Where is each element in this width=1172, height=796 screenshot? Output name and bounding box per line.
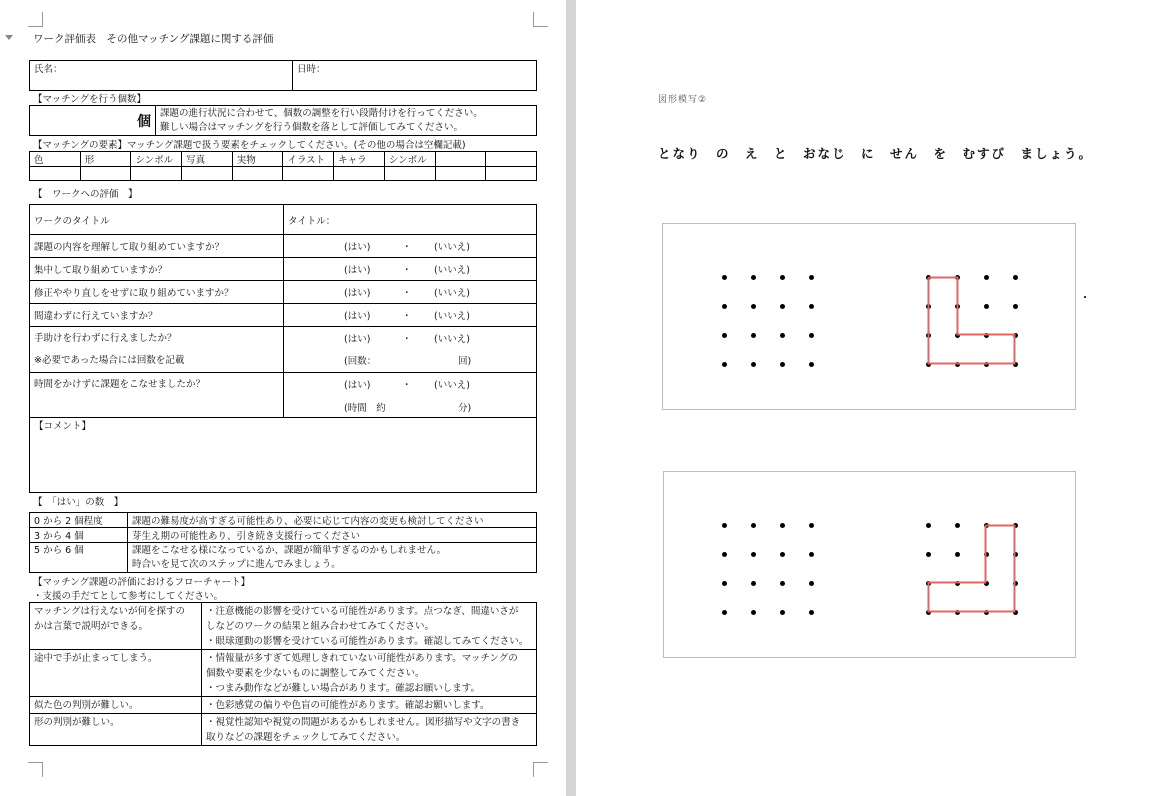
grid-dot (722, 610, 727, 615)
flow-answer: ・色彩感覚の偏りや色盲の可能性があります。確認お願いします。 (206, 700, 490, 711)
name-date-table (29, 60, 537, 91)
yes-count-text: 芽生え期の可能性あり、引き続き支援行ってください (128, 528, 537, 543)
grid-dot (809, 304, 814, 309)
grid-dot (780, 333, 785, 338)
example-line-shape (926, 523, 1016, 613)
grid-dot (780, 362, 785, 367)
no-option[interactable]: (いいえ) (434, 380, 470, 391)
no-option[interactable]: (いいえ) (434, 288, 470, 299)
element-check-cell[interactable] (80, 167, 131, 181)
count-close: 回) (458, 356, 472, 367)
flow-question: 途中で手が止まってしまう。 (34, 653, 158, 664)
grid-dot (780, 610, 785, 615)
yes-count-text-cell (128, 543, 537, 573)
matching-count-table (29, 105, 537, 136)
flow-answer: ・視覚性認知や視覚の問題があるかもしれません。図形描写や文字の書き (206, 717, 521, 728)
date-label: 日時： (297, 64, 326, 75)
element-check-cell[interactable] (182, 167, 233, 181)
count-note-line: 難しい場合はマッチングを行う個数を落として評価してみてください。 (160, 122, 463, 133)
grid-dot (780, 581, 785, 586)
collapse-triangle-icon[interactable] (5, 35, 13, 40)
yes-count-table (29, 512, 537, 573)
date-cell[interactable] (293, 61, 537, 91)
example-line (929, 278, 1015, 364)
separator-dot: ・ (402, 288, 412, 299)
flow-question: 形の判別が難しい。 (34, 717, 120, 728)
margin-corner-marker (28, 12, 43, 27)
count-open: (回数： (344, 356, 377, 367)
grid-dot (751, 552, 756, 557)
yes-option[interactable]: (はい) (344, 242, 371, 253)
grid-dot (751, 581, 756, 586)
instruction-text: となり の え と おなじ に せん を むすび ましょう。 (658, 146, 1094, 161)
flow-question-cell (30, 603, 202, 650)
flow-question: マッチングは行えないが何を探すの (34, 606, 185, 617)
figure-title: 図形模写② (658, 95, 708, 105)
flow-answer: ・眼球運動の影響を受けている可能性があります。確認してみてください。 (206, 636, 529, 647)
grid-dot (751, 610, 756, 615)
yes-count-text: 時合いを見て次のステップに進んでみましょう。 (132, 559, 341, 570)
figure-box-2 (663, 471, 1076, 658)
flow-question-cell (30, 697, 202, 714)
work-eval-heading: 【 ワークへの評価 】 (33, 189, 138, 200)
page-gutter (566, 0, 576, 796)
grid-dot (809, 333, 814, 338)
element-check-cell[interactable] (232, 167, 283, 181)
dot-grid-blank[interactable] (722, 523, 812, 613)
assist-note: ※必要であった場合には回数を記載 (34, 355, 185, 366)
yes-option[interactable]: (はい) (344, 311, 371, 322)
question-label: 集中して取り組めていますか？ (30, 258, 284, 281)
dot-grid-blank[interactable] (722, 275, 812, 365)
element-check-cell[interactable] (435, 167, 486, 181)
yes-count-heading: 【 「はい」の数 】 (33, 497, 124, 508)
comment-cell[interactable] (30, 418, 537, 493)
no-option[interactable]: (いいえ) (434, 334, 470, 345)
matching-count-heading: 【マッチングを行う個数】 (33, 94, 146, 105)
name-label: 氏名： (34, 64, 63, 75)
element-header: キャラ (334, 152, 385, 167)
element-check-cell[interactable] (131, 167, 182, 181)
element-check-cell[interactable] (30, 167, 81, 181)
yes-count-text: 課題の難易度が高すぎる可能性あり、必要に応じて内容の変更も検討してください (128, 513, 537, 528)
flow-question-cell (30, 714, 202, 746)
grid-dot (809, 581, 814, 586)
grid-dot (722, 362, 727, 367)
grid-dot (809, 552, 814, 557)
question-label: 修正ややり直しをせずに取り組めていますか？ (30, 281, 284, 304)
matching-elements-table (29, 151, 537, 181)
example-line-shape (926, 275, 1016, 365)
flow-answer: ・情報量が多すぎて処理しきれていない可能性があります。マッチングの (206, 653, 518, 664)
separator-dot: ・ (402, 380, 412, 391)
flow-answer-cell (202, 603, 537, 650)
separator-dot: ・ (402, 311, 412, 322)
yes-option[interactable]: (はい) (344, 380, 371, 391)
comment-label: 【コメント】 (34, 421, 92, 432)
assist-question-cell (30, 327, 284, 373)
yes-option[interactable]: (はい) (344, 288, 371, 299)
yes-count-range: 5 から 6 個 (30, 543, 128, 573)
element-header: シンボル (384, 152, 435, 167)
margin-corner-marker (28, 762, 43, 777)
question-label: 課題の内容を理解して取り組めていますか？ (30, 235, 284, 258)
grid-dot (722, 333, 727, 338)
right-document-page[interactable] (576, 0, 1172, 796)
no-option[interactable]: (いいえ) (434, 311, 470, 322)
grid-dot (751, 275, 756, 280)
separator-dot: ・ (402, 334, 412, 345)
example-line (929, 526, 1015, 612)
work-title-label: ワークのタイトル (30, 205, 284, 235)
element-header: 形 (80, 152, 131, 167)
time-close: 分) (458, 403, 472, 414)
left-document-page[interactable] (0, 0, 566, 796)
flow-answer: ・つまみ動作などが難しい場合があります。確認お願いします。 (206, 683, 480, 694)
flow-answer: しなどのワークの結果と組み合わせてみてください。 (206, 621, 435, 632)
element-header: イラスト (283, 152, 334, 167)
assist-question: 手助けを行わずに行えましたか？ (34, 333, 177, 344)
element-header: 実物 (232, 152, 283, 167)
element-check-cell[interactable] (283, 167, 334, 181)
matching-elements-heading: 【マッチングの要素】マッチング課題で扱う要素をチェックしてください。(その他の場合は空欄記載) (33, 140, 466, 151)
answer-cell[interactable] (284, 235, 537, 258)
yes-count-range: 3 から 4 個 (30, 528, 128, 543)
grid-dot (722, 581, 727, 586)
stray-mark (1084, 296, 1086, 298)
dot-grid-example (926, 275, 1016, 365)
yes-count-range: 0 から 2 個程度 (30, 513, 128, 528)
grid-dot (809, 523, 814, 528)
grid-dot (751, 333, 756, 338)
grid-dot (780, 552, 785, 557)
flow-answer-cell (202, 714, 537, 746)
flow-answer-cell (202, 650, 537, 697)
work-eval-table (29, 204, 537, 493)
grid-dot (780, 523, 785, 528)
flowchart-table (29, 602, 537, 746)
grid-dot (722, 304, 727, 309)
assist-answer-cell[interactable] (284, 327, 537, 373)
count-notes-cell (156, 106, 537, 136)
count-note-line: 課題の進行状況に合わせて、個数の調整を行い段階付けを行ってください。 (160, 108, 483, 119)
element-check-cell[interactable] (486, 167, 537, 181)
grid-dot (809, 275, 814, 280)
margin-corner-marker (533, 12, 548, 27)
answer-cell[interactable] (284, 304, 537, 327)
yes-option[interactable]: (はい) (344, 334, 371, 345)
answer-cell[interactable] (284, 281, 537, 304)
yes-count-text: 課題をこなせる様になっているか、課題が簡単すぎるのかもしれません。 (132, 545, 447, 556)
work-title-cell[interactable] (284, 205, 537, 235)
element-check-cell[interactable] (384, 167, 435, 181)
document-title: ワーク評価表 その他マッチング課題に関する評価 (33, 33, 274, 45)
flow-answer: 取りなどの課題をチェックしてみてください。 (206, 732, 406, 743)
separator-dot: ・ (402, 242, 412, 253)
flowchart-heading: 【マッチング課題の評価におけるフローチャート】 (33, 577, 251, 588)
flow-answer: ・注意機能の影響を受けている可能性があります。点つなぎ、間違いさが (206, 606, 519, 617)
grid-dot (780, 275, 785, 280)
question-label: 時間をかけずに課題をこなせましたか？ (30, 373, 284, 418)
time-answer-cell[interactable] (284, 373, 537, 418)
grid-dot (780, 304, 785, 309)
grid-dot (751, 523, 756, 528)
element-header: シンボル (131, 152, 182, 167)
element-check-cell[interactable] (334, 167, 385, 181)
element-header: 色 (30, 152, 81, 167)
grid-dot (722, 275, 727, 280)
no-option[interactable]: (いいえ) (434, 265, 470, 276)
margin-corner-marker (533, 762, 548, 777)
grid-dot (751, 362, 756, 367)
dot-grid-example (926, 523, 1016, 613)
yes-option[interactable]: (はい) (344, 265, 371, 276)
title-label: タイトル： (288, 215, 336, 227)
flow-question: かは言葉で説明ができる。 (34, 621, 149, 632)
name-cell[interactable] (30, 61, 293, 91)
flow-question-cell (30, 650, 202, 697)
count-unit: 個 (137, 113, 151, 130)
grid-dot (751, 304, 756, 309)
flow-answer: 個数や要素を少ないものに調整してみてください。 (206, 668, 425, 679)
grid-dot (809, 610, 814, 615)
count-input-cell[interactable] (30, 106, 156, 136)
grid-dot (722, 523, 727, 528)
flowchart-subheading: ・支援の手だてとして参考にしてください。 (33, 591, 224, 602)
flow-answer-cell (202, 697, 537, 714)
flow-question: 似た色の判別が難しい。 (34, 700, 139, 711)
element-header (486, 152, 537, 167)
answer-cell[interactable] (284, 258, 537, 281)
grid-dot (722, 552, 727, 557)
question-label: 間違わずに行えていますか？ (30, 304, 284, 327)
separator-dot: ・ (402, 265, 412, 276)
grid-dot (809, 362, 814, 367)
element-header: 写真 (182, 152, 233, 167)
element-header (435, 152, 486, 167)
time-open: (時間 約 (344, 403, 386, 414)
no-option[interactable]: (いいえ) (434, 242, 470, 253)
figure-box-1 (662, 223, 1076, 410)
